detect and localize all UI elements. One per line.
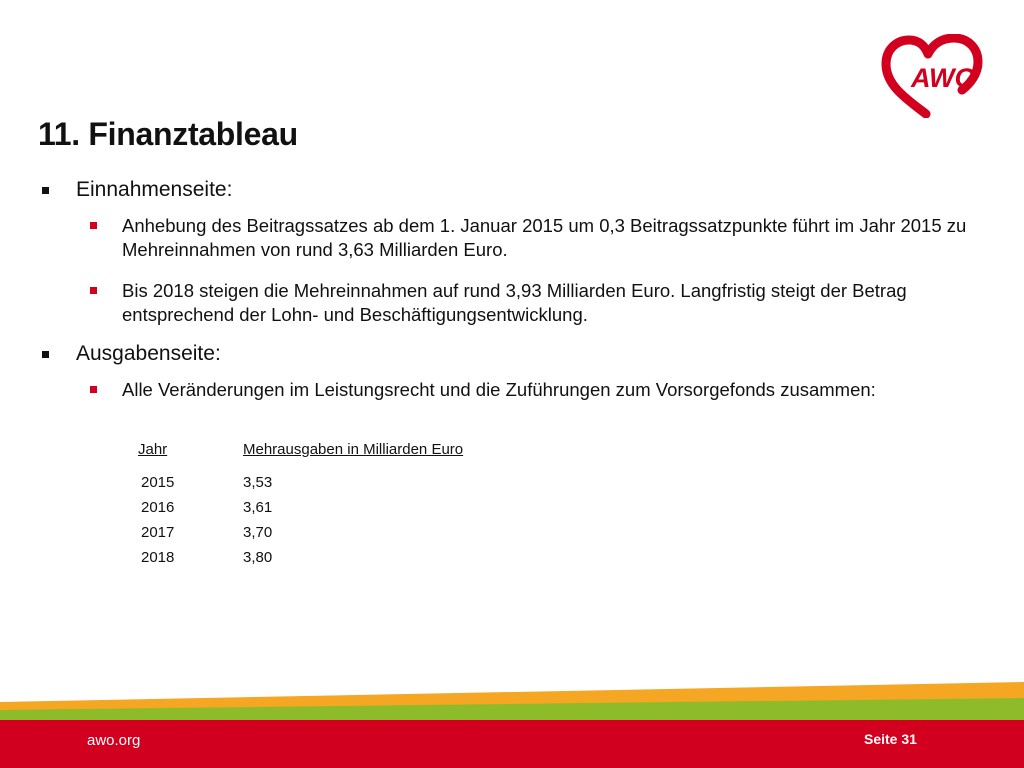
- footer-page-number: Seite 31: [864, 731, 917, 747]
- table-cell-amount: 3,53: [243, 474, 273, 491]
- list-item-text: Alle Veränderungen im Leistungsrecht und die Zuführungen zum Vorsorgefonds zusammen:: [122, 379, 876, 400]
- list-item-text: Anhebung des Beitragssatzes ab dem 1. Januar 2015 um 0,3 Beitragssatzpunkte führt im Jahr 2015 zu Mehreinnahmen von rund 3,63 Milliarden Euro.: [122, 215, 967, 260]
- table-cell-amount: 3,70: [243, 524, 273, 541]
- table-cell-amount: 3,80: [243, 549, 273, 566]
- square-bullet-icon: [90, 222, 97, 229]
- awo-logo: [878, 34, 986, 118]
- slide-title: 11. Finanztableau: [38, 116, 298, 152]
- table-cell-year: 2017: [141, 524, 175, 541]
- footer-bands: [0, 670, 1024, 768]
- table-cell-year: 2016: [141, 499, 175, 516]
- section-heading-text: Einnahmenseite:: [76, 178, 233, 201]
- table-cell-year: 2015: [141, 474, 175, 491]
- square-bullet-icon: [90, 386, 97, 393]
- table-header-amount: Mehrausgaben in Milliarden Euro: [243, 441, 464, 458]
- table-header-year: Jahr: [138, 441, 168, 458]
- footer-website: awo.org: [87, 732, 141, 749]
- heart-logo-icon: [878, 34, 986, 118]
- square-bullet-icon: [90, 287, 97, 294]
- section-heading-text: Ausgabenseite:: [76, 342, 221, 365]
- list-item-text: Bis 2018 steigen die Mehreinnahmen auf rund 3,93 Milliarden Euro. Langfristig steigt der Betrag entsprechend der Lohn- und Beschäftigungsentwicklung.: [122, 280, 907, 325]
- square-bullet-icon: [42, 351, 49, 358]
- square-bullet-icon: [42, 187, 49, 194]
- table-cell-amount: 3,61: [243, 499, 273, 516]
- logo-text: AWO: [911, 63, 976, 93]
- table-cell-year: 2018: [141, 549, 175, 566]
